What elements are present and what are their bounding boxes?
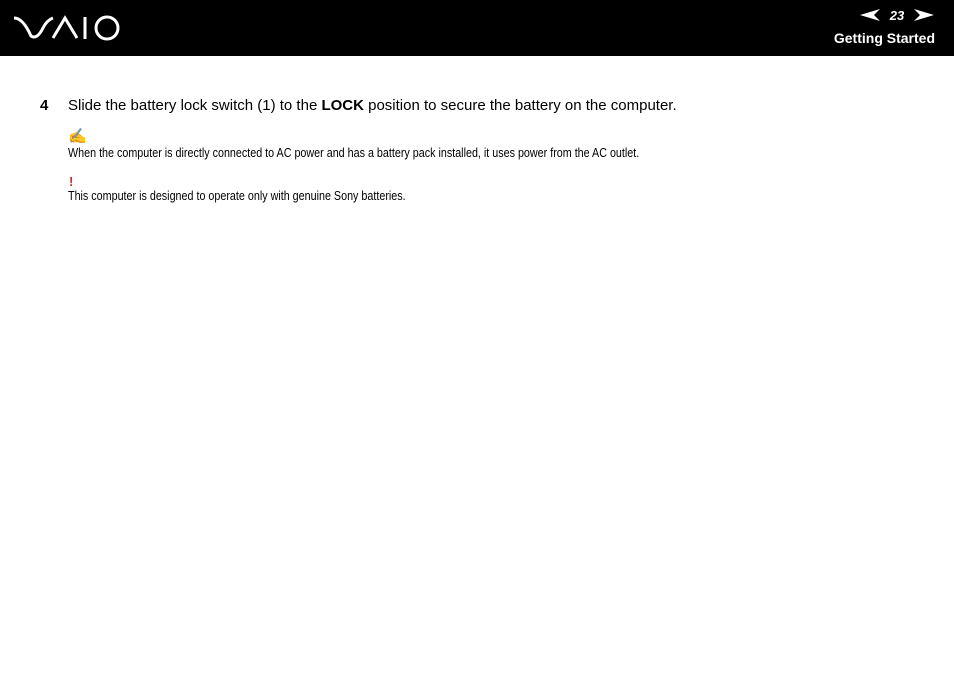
note-pencil-icon: ✍ (68, 128, 87, 145)
page-number: 23 (889, 7, 905, 23)
next-page-icon[interactable] (914, 9, 934, 21)
section-title: Getting Started (833, 30, 935, 46)
previous-page-icon[interactable] (860, 9, 880, 21)
step-text-before: Slide the battery lock switch (1) to the (68, 97, 322, 114)
step-text-after: position to secure the battery on the computer. (363, 97, 677, 114)
note-text: When the computer is directly connected to AC power and has a battery pack installed, it uses power from the AC outlet. (68, 146, 640, 160)
warning-text: This computer is designed to operate only with genuine Sony batteries. (68, 189, 406, 203)
page-header (0, 0, 954, 56)
step-text-bold: LOCK (321, 97, 364, 114)
step-text (68, 97, 677, 115)
exclamation-icon: ! (69, 174, 74, 189)
vaio-logo-icon (13, 14, 121, 42)
step-number: 4 (40, 97, 49, 114)
page-navigator (860, 7, 934, 23)
